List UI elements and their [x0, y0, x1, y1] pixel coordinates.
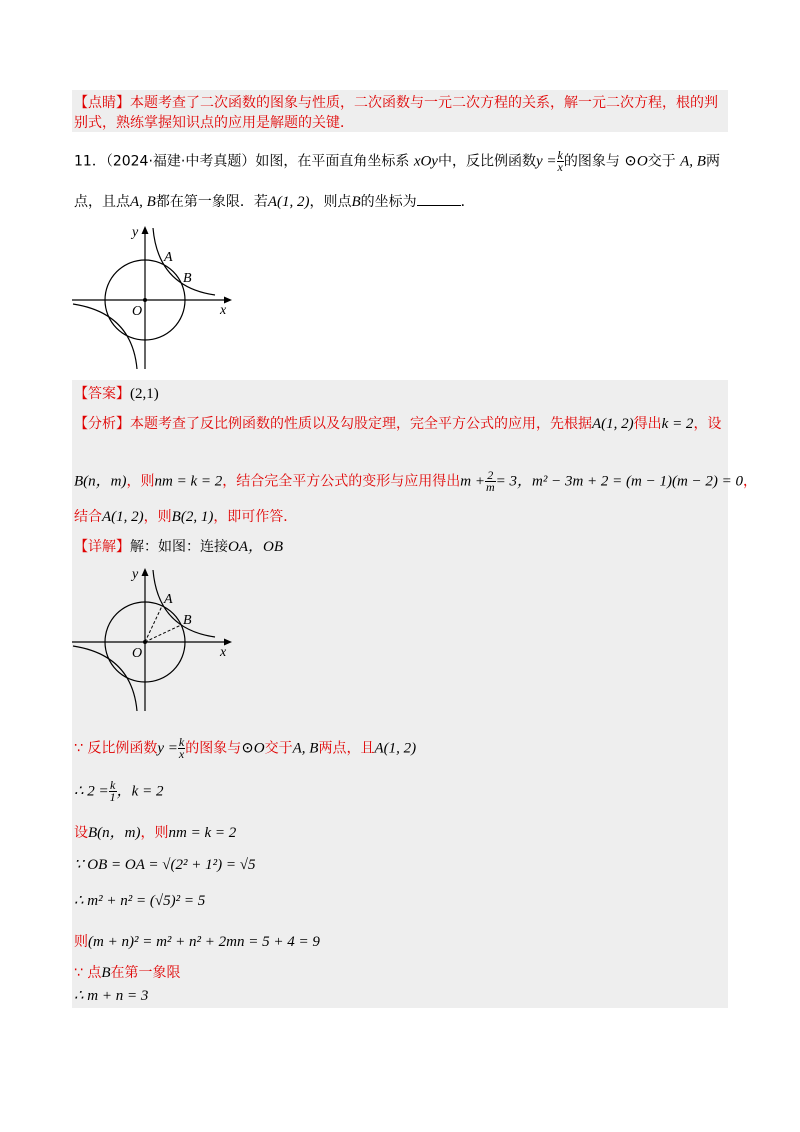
point-b-nm: B(n，m): [88, 825, 141, 841]
question-text: 中，反比例函数: [437, 153, 536, 170]
question-source: （2024·福建·中考真题）: [105, 153, 256, 170]
answer-tag: 【答案】: [74, 386, 130, 402]
segment-oa: [145, 606, 162, 642]
points-ab: A, B: [680, 153, 706, 170]
detail-step-1: [74, 737, 416, 760]
two-equals: ∴ 2 =: [74, 783, 109, 800]
detail-line-intro: [74, 537, 283, 557]
nm-equation: nm = k = 2: [154, 473, 223, 490]
x-label: x: [220, 645, 227, 660]
y-label: y: [132, 225, 139, 240]
analysis-text: ，则: [126, 473, 155, 490]
analysis-line-2: [74, 470, 757, 493]
analysis-text: ，则: [143, 509, 172, 525]
detail-text: 解：如图：连接: [130, 539, 228, 555]
xoy-symbol: xOy: [413, 153, 438, 170]
question-text: 如图，在平面直角坐标系: [255, 153, 410, 170]
frac-den: x: [557, 160, 563, 174]
frac-den: m: [485, 480, 495, 494]
detail-text: 在第一象限: [110, 965, 181, 981]
question-text: 点，且点: [74, 194, 130, 210]
k-over-x: [557, 150, 564, 173]
analysis-line-3: [74, 507, 297, 527]
frac-num: k: [110, 778, 116, 792]
frac-den: 1: [109, 790, 116, 804]
analysis-text: 得出: [633, 416, 662, 432]
analysis-text: ，: [743, 473, 758, 490]
function-lhs: y =: [535, 153, 557, 170]
analysis-tag: 【分析】: [74, 416, 130, 432]
answer-blank: [417, 191, 461, 206]
question-line-2: [74, 191, 475, 212]
detail-text: ，则: [140, 825, 169, 841]
analysis-text: ，即可作答．: [213, 509, 298, 525]
nm-equation: nm = k = 2: [168, 825, 237, 841]
dianjing-tag: 【点睛】: [74, 95, 130, 111]
figure-2: [70, 566, 240, 716]
detail-text: 交于: [264, 740, 293, 757]
detail-text: 两点，且: [318, 740, 375, 757]
function-lhs: y =: [157, 740, 178, 757]
detail-text: 的图象与: [185, 740, 242, 757]
k-over-1: [109, 780, 117, 803]
origin-dot: [143, 640, 147, 644]
dianjing-line-1: [74, 93, 718, 113]
question-line-1: [74, 150, 720, 173]
circle-o: ⊙O: [241, 740, 265, 757]
y-arrow: [142, 568, 149, 576]
y-arrow: [142, 226, 149, 234]
answer-value: (2,1): [130, 386, 159, 402]
detail-text: ∵ 点: [74, 965, 102, 981]
question-text: 的图象与: [563, 153, 620, 170]
point-b: B(2, 1): [171, 509, 214, 525]
frac-den: x: [178, 747, 185, 761]
frac-num: k: [557, 148, 563, 162]
point-a: A(1, 2): [102, 509, 144, 525]
analysis-text: 结合: [74, 509, 102, 525]
a-label: A: [164, 250, 173, 265]
hyperbola-branch-2: [73, 646, 137, 711]
detail-text: 则: [74, 934, 88, 950]
frac-num: k: [178, 735, 185, 749]
point-a: A(1, 2): [374, 740, 417, 757]
point-a: A(1, 2): [592, 416, 634, 432]
dianjing-text-1: 本题考查了二次函数的图象与性质，二次函数与一元二次方程的关系，解一元二次方程，根的判: [130, 95, 718, 111]
square-expansion: (m + n)² = m² + n² + 2mn = 5 + 4 = 9: [88, 934, 320, 950]
o-label: O: [132, 304, 143, 319]
b-label: B: [183, 613, 192, 628]
question-text: ．: [460, 194, 475, 210]
circle-o: ⊙O: [624, 153, 648, 170]
x-label: x: [220, 303, 227, 318]
equals-three: = 3，: [495, 473, 532, 490]
detail-step-3: [74, 823, 236, 843]
quadratic-factor: m² − 3m + 2 = (m − 1)(m − 2) = 0: [532, 473, 744, 490]
question-text: 的坐标为: [360, 194, 417, 210]
point-a: A(1, 2): [267, 194, 310, 210]
question-text: 交于: [647, 153, 676, 170]
a-label: A: [164, 592, 173, 607]
points-ab: A, B: [130, 194, 156, 210]
detail-text: ∵ 反比例函数: [74, 740, 158, 757]
figure-1: [70, 224, 240, 374]
point-b: B: [101, 965, 111, 981]
origin-dot: [143, 298, 147, 302]
detail-step-6: [74, 932, 320, 952]
k-value: k = 2: [661, 416, 694, 432]
frac-num: 2: [485, 470, 496, 482]
analysis-text: 本题考查了反比例函数的性质以及勾股定理，完全平方公式的应用，先根据: [130, 416, 592, 432]
question-text: 都在第一象限．若: [155, 194, 268, 210]
detail-step-7: [74, 963, 181, 983]
question-text: ，则点: [309, 194, 352, 210]
two-over-m: [485, 470, 496, 493]
m-plus: m +: [460, 473, 485, 490]
analysis-text: ，结合完全平方公式的变形与应用得出: [222, 473, 461, 490]
analysis-text: ，设: [693, 416, 722, 432]
point-b: B: [351, 194, 361, 210]
points-ab: A, B: [292, 740, 319, 757]
detail-step-8: ∴ m + n = 3: [74, 988, 149, 1004]
analysis-line-1: [74, 414, 721, 434]
detail-text: 设: [74, 825, 88, 841]
answer-line: [74, 384, 159, 404]
segment-ob: [145, 625, 181, 642]
detail-step-2: [74, 780, 163, 803]
hyperbola-branch-2: [73, 304, 137, 369]
o-label: O: [132, 646, 143, 661]
point-b-nm: B(n，m): [74, 473, 127, 490]
question-number: 11．: [74, 153, 106, 170]
y-label: y: [132, 567, 139, 582]
k-value: ，k = 2: [116, 783, 164, 800]
detail-step-5: ∴ m² + n² = (√5)² = 5: [74, 893, 206, 909]
b-label: B: [183, 271, 192, 286]
detail-step-4: ∵ OB = OA = √(2² + 1²) = √5: [74, 857, 256, 873]
segments-oa-ob: OA，OB: [228, 539, 283, 555]
dianjing-line-2: 别式，熟练掌握知识点的应用是解题的关键．: [74, 115, 354, 131]
detail-tag: 【详解】: [74, 539, 130, 555]
question-text: 两: [705, 153, 720, 170]
